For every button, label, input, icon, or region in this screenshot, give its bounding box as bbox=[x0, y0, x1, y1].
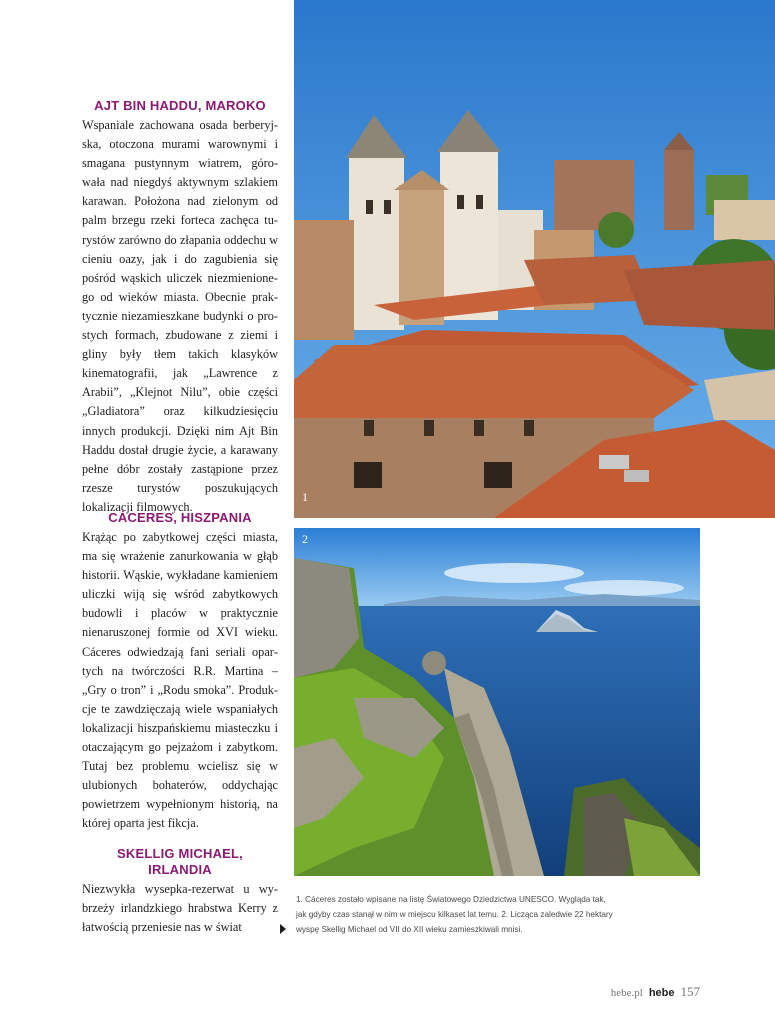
photo-caceres bbox=[294, 0, 775, 518]
section-body: Wspaniale zachowana osada berberyjska, otoczona murami warownymi i smagana pustynnym wiatrem, górowała nad niegdyś aktywnym szlakiem karawan. Położona nad zielonym od palm brzegu rzeki forteca zachęca turystów zarówno do złapania oddechu w cieniu oazy, jak i do zagubienia się pośród wąskich uliczek niezmienionego od wieków miasta. Obecnie praktycznie niezamieszkane budynki o prostych formach, zbudowane z ziemi i gliny były tłem takich klasyków kinematografii, jak „Lawrence z Arabii”, „Klejnot Nilu”, obie części „Gladiatora” oraz kilkudziesięciu innych produkcji. Dzięki nim Ajt Bin Haddu dostał drugie życie, a karawany pełne dóbr zostały zastąpione przez rzesze turystów poszukujących lokalizacji filmowych. bbox=[82, 118, 278, 514]
footer-site: hebe.pl bbox=[610, 987, 643, 999]
caption-line: 1. Cáceres zostało wpisane na listę Światowego Dziedzictwa UNESCO. Wygląda tak, bbox=[296, 895, 606, 904]
section-body: Krążąc po zabytkowej części miasta, ma się wrażenie zanurkowania w głąb historii. Wąskie, wykładane kamieniem uliczki wiją się wśród zabytkowych budowli i placów w praktycznie nienaruszonej formie od XVI wieku. Cáceres odwiedzają fani seriali opartych na twórczości R.R. Martina – „Gry o tron” i „Rodu smoka”. Produkcje te zawdzięczają wiele wspaniałych lokalizacji hiszpańskiemu miasteczku i otaczającym go pejzażom i zabytkom. Tutaj bez problemu wcielisz się w ulubionych bohaterów, oddychając powietrzem wypełnionym historią, na której oparta jest fikcja. bbox=[82, 530, 278, 831]
right-triangle-icon bbox=[280, 924, 286, 934]
caption-line: wyspę Skellig Michael od VII do XII wieku zamieszkiwali mnisi. bbox=[296, 925, 523, 934]
section-ajt-bin-haddu bbox=[82, 98, 278, 517]
photo-number: 2 bbox=[302, 532, 308, 546]
section-heading-line1: SKELLIG MICHAEL, bbox=[117, 846, 243, 861]
footer-logo: hebe bbox=[648, 987, 675, 999]
section-skellig-michael bbox=[82, 846, 278, 937]
section-caceres bbox=[82, 510, 278, 834]
section-body: Niezwykła wysepka-rezerwat u wybrzeży irlandzkiego hrabstwa Kerry z łatwością przeniesie nas w świat bbox=[82, 882, 278, 935]
section-heading-line2: IRLANDIA bbox=[148, 862, 212, 877]
page-number: 157 bbox=[680, 984, 700, 999]
section-heading: CÁCERES, HISZPANIA bbox=[108, 510, 252, 525]
photo-skellig-michael bbox=[294, 528, 700, 876]
page-footer bbox=[611, 984, 700, 1000]
photo-number: 1 bbox=[302, 490, 308, 504]
section-heading: AJT BIN HADDU, MAROKO bbox=[94, 98, 266, 113]
caption-line: jak gdyby czas stanął w nim w miejscu kilkaset lat temu. 2. Licząca zaledwie 22 hektary bbox=[296, 910, 613, 919]
photo-caption bbox=[296, 892, 676, 937]
